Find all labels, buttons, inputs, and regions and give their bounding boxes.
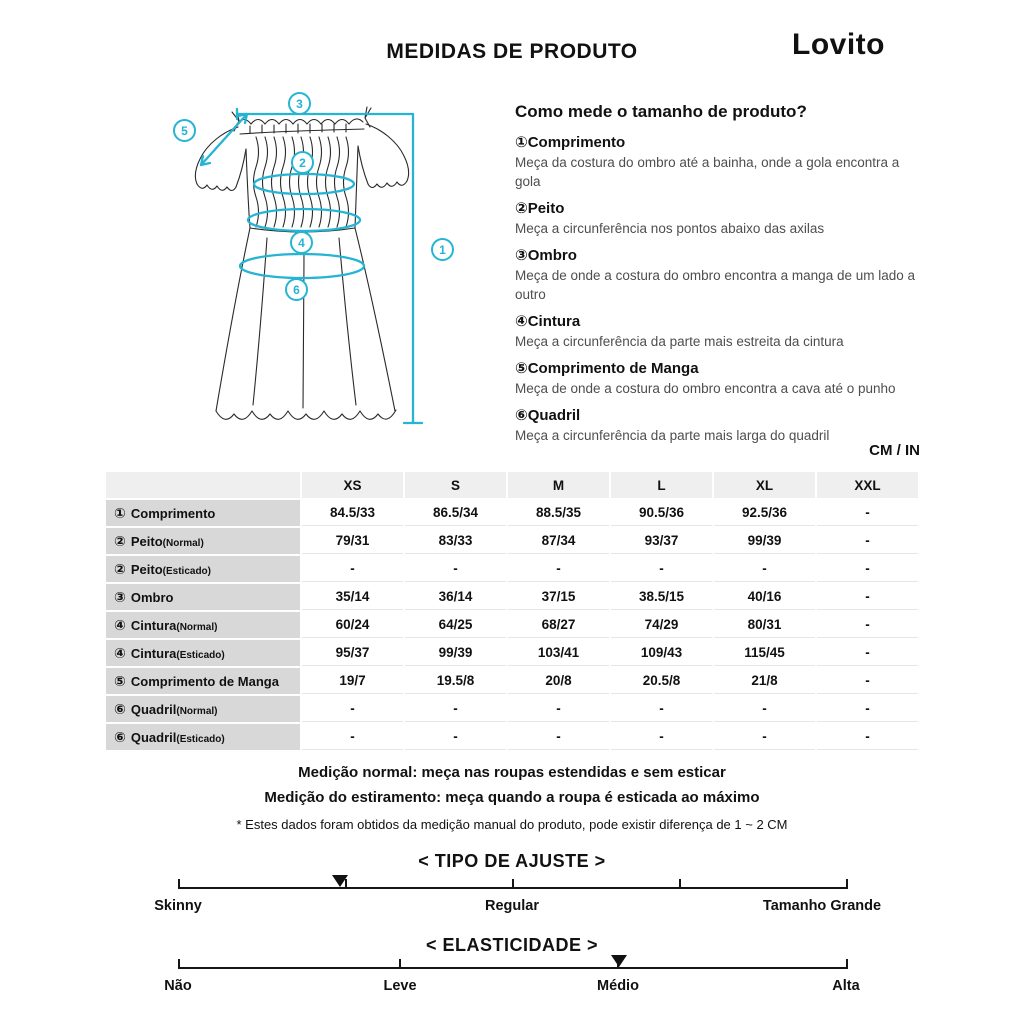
col-header-xl: XL xyxy=(714,472,815,498)
cell: 92.5/36 xyxy=(714,500,815,526)
table-row xyxy=(106,556,918,582)
cell: 109/43 xyxy=(611,640,712,666)
row-label: ③ Ombro xyxy=(106,584,300,610)
row-label: ④ Cintura(Esticado) xyxy=(106,640,300,666)
cell: 35/14 xyxy=(302,584,403,610)
elasticity-scale-line xyxy=(178,967,848,969)
cell: 20.5/8 xyxy=(611,668,712,694)
cell: 19/7 xyxy=(302,668,403,694)
cell: - xyxy=(302,724,403,750)
cell: 79/31 xyxy=(302,528,403,554)
guide-desc: Meça de onde a costura do ombro encontra a manga de um lado a outro xyxy=(515,268,916,302)
table-row xyxy=(106,668,918,694)
corner-cell xyxy=(106,472,300,498)
cell: 40/16 xyxy=(714,584,815,610)
guide-marker: ⑤ xyxy=(515,360,528,377)
guide-item-peito xyxy=(515,198,917,238)
badge-ombro: 3 xyxy=(288,92,311,115)
note-disclaimer: * Estes dados foram obtidos da medição manual do produto, pode existir diferença de 1 ~ 2 CM xyxy=(236,817,788,832)
row-label: ⑥ Quadril(Normal) xyxy=(106,696,300,722)
guide-term: Quadril xyxy=(527,407,581,424)
table-row xyxy=(106,696,918,722)
cell: - xyxy=(714,696,815,722)
dress-illustration xyxy=(150,85,490,445)
cell: - xyxy=(611,556,712,582)
row-label: ② Peito(Normal) xyxy=(106,528,300,554)
cell: - xyxy=(817,528,918,554)
fit-scale-labels xyxy=(0,898,1024,916)
guide-heading: Como mede o tamanho de produto? xyxy=(515,102,807,121)
fit-tick xyxy=(679,879,681,889)
guide-item-cintura xyxy=(515,311,917,351)
elasticity-tick xyxy=(846,959,848,969)
guide-term: Comprimento de Manga xyxy=(527,360,699,377)
table-row xyxy=(106,612,918,638)
badge-comprimento: 1 xyxy=(431,238,454,261)
cell: - xyxy=(405,724,506,750)
col-header-l: L xyxy=(611,472,712,498)
cell: 95/37 xyxy=(302,640,403,666)
guide-marker: ⑥ xyxy=(515,407,528,424)
guide-desc: Meça a circunferência da parte mais estreita da cintura xyxy=(515,334,844,349)
fit-tick xyxy=(512,879,514,889)
elasticity-tick xyxy=(399,959,401,969)
guide-term: Ombro xyxy=(527,247,577,264)
cell: - xyxy=(302,696,403,722)
row-label: ⑥ Quadril(Esticado) xyxy=(106,724,300,750)
guide-marker: ③ xyxy=(515,247,528,264)
table-row xyxy=(106,500,918,526)
note-normal-measure: Medição normal: meça nas roupas estendidas e sem esticar xyxy=(298,764,726,781)
table-row xyxy=(106,640,918,666)
cell: 88.5/35 xyxy=(508,500,609,526)
page-title: MEDIDAS DE PRODUTO xyxy=(386,40,638,63)
row-label: ① Comprimento xyxy=(106,500,300,526)
guide-term: Peito xyxy=(527,200,565,217)
col-header-xs: XS xyxy=(302,472,403,498)
fit-scale-heading: < TIPO DE AJUSTE > xyxy=(418,851,606,871)
cell: 21/8 xyxy=(714,668,815,694)
guide-marker: ④ xyxy=(515,313,528,330)
cell: 83/33 xyxy=(405,528,506,554)
elasticity-label-leve: Leve xyxy=(383,978,417,994)
cell: 20/8 xyxy=(508,668,609,694)
badge-cintura: 4 xyxy=(290,231,313,254)
badge-manga: 5 xyxy=(173,119,196,142)
guide-marker: ② xyxy=(515,200,528,217)
cell: - xyxy=(714,556,815,582)
row-label: ⑤ Comprimento de Manga xyxy=(106,668,300,694)
cell: - xyxy=(302,556,403,582)
cell: - xyxy=(405,696,506,722)
cell: 90.5/36 xyxy=(611,500,712,526)
guide-item-quadril xyxy=(515,405,917,445)
cell: 103/41 xyxy=(508,640,609,666)
fit-tick xyxy=(846,879,848,889)
cell: - xyxy=(817,724,918,750)
cell: - xyxy=(817,556,918,582)
elasticity-scale-labels xyxy=(0,978,1024,996)
elasticity-scale xyxy=(178,957,848,969)
cell: - xyxy=(405,556,506,582)
cell: 80/31 xyxy=(714,612,815,638)
cell: - xyxy=(817,500,918,526)
badge-quadril: 6 xyxy=(285,278,308,301)
table-header-row xyxy=(106,472,918,498)
elasticity-scale-heading: < ELASTICIDADE > xyxy=(425,935,599,955)
col-header-xxl: XXL xyxy=(817,472,918,498)
cell: - xyxy=(611,696,712,722)
row-label: ② Peito(Esticado) xyxy=(106,556,300,582)
table-row xyxy=(106,528,918,554)
fit-scale xyxy=(178,877,848,889)
elasticity-label-alta: Alta xyxy=(832,978,860,994)
guide-desc: Meça a circunferência nos pontos abaixo das axilas xyxy=(515,221,825,236)
cell: - xyxy=(817,668,918,694)
col-header-m: M xyxy=(508,472,609,498)
table-row xyxy=(106,584,918,610)
cell: - xyxy=(508,724,609,750)
cell: 64/25 xyxy=(405,612,506,638)
cell: 60/24 xyxy=(302,612,403,638)
elasticity-label-medio: Médio xyxy=(597,978,639,994)
row-label: ④ Cintura(Normal) xyxy=(106,612,300,638)
unit-label: CM / IN xyxy=(869,442,920,459)
brand-logo: Lovito xyxy=(792,28,885,61)
cell: - xyxy=(817,612,918,638)
cell: - xyxy=(508,696,609,722)
cell: 37/15 xyxy=(508,584,609,610)
cell: 86.5/34 xyxy=(405,500,506,526)
fit-label-skinny: Skinny xyxy=(154,898,202,914)
measurement-guide xyxy=(515,102,917,445)
note-stretch-measure: Medição do estiramento: meça quando a roupa é esticada ao máximo xyxy=(264,789,760,806)
cell: 36/14 xyxy=(405,584,506,610)
cell: - xyxy=(714,724,815,750)
size-table xyxy=(104,470,920,752)
cell: - xyxy=(817,584,918,610)
guide-desc: Meça da costura do ombro até a bainha, onde a gola encontra a gola xyxy=(515,155,900,189)
cell: - xyxy=(817,640,918,666)
guide-item-ombro xyxy=(515,245,917,304)
cell: 99/39 xyxy=(714,528,815,554)
col-header-s: S xyxy=(405,472,506,498)
cell: 99/39 xyxy=(405,640,506,666)
guide-item-manga xyxy=(515,358,917,398)
cell: 19.5/8 xyxy=(405,668,506,694)
cell: 93/37 xyxy=(611,528,712,554)
cell: 68/27 xyxy=(508,612,609,638)
guide-term: Comprimento xyxy=(527,134,626,151)
guide-item-comprimento xyxy=(515,132,917,191)
cell: - xyxy=(611,724,712,750)
table-row xyxy=(106,724,918,750)
guide-marker: ① xyxy=(515,134,528,151)
elasticity-label-nao: Não xyxy=(164,978,192,994)
cell: 74/29 xyxy=(611,612,712,638)
elasticity-scale-marker xyxy=(611,955,627,967)
guide-term: Cintura xyxy=(527,313,581,330)
cell: 87/34 xyxy=(508,528,609,554)
guide-desc: Meça a circunferência da parte mais larga do quadril xyxy=(515,428,830,443)
cell: - xyxy=(817,696,918,722)
cell: 84.5/33 xyxy=(302,500,403,526)
badge-peito: 2 xyxy=(291,151,314,174)
cell: 115/45 xyxy=(714,640,815,666)
guide-desc: Meça de onde a costura do ombro encontra a cava até o punho xyxy=(515,381,896,396)
fit-scale-marker xyxy=(332,875,348,887)
fit-label-grande: Tamanho Grande xyxy=(762,898,882,914)
elasticity-tick xyxy=(178,959,180,969)
cell: 38.5/15 xyxy=(611,584,712,610)
fit-tick xyxy=(178,879,180,889)
cell: - xyxy=(508,556,609,582)
fit-label-regular: Regular xyxy=(485,898,539,914)
